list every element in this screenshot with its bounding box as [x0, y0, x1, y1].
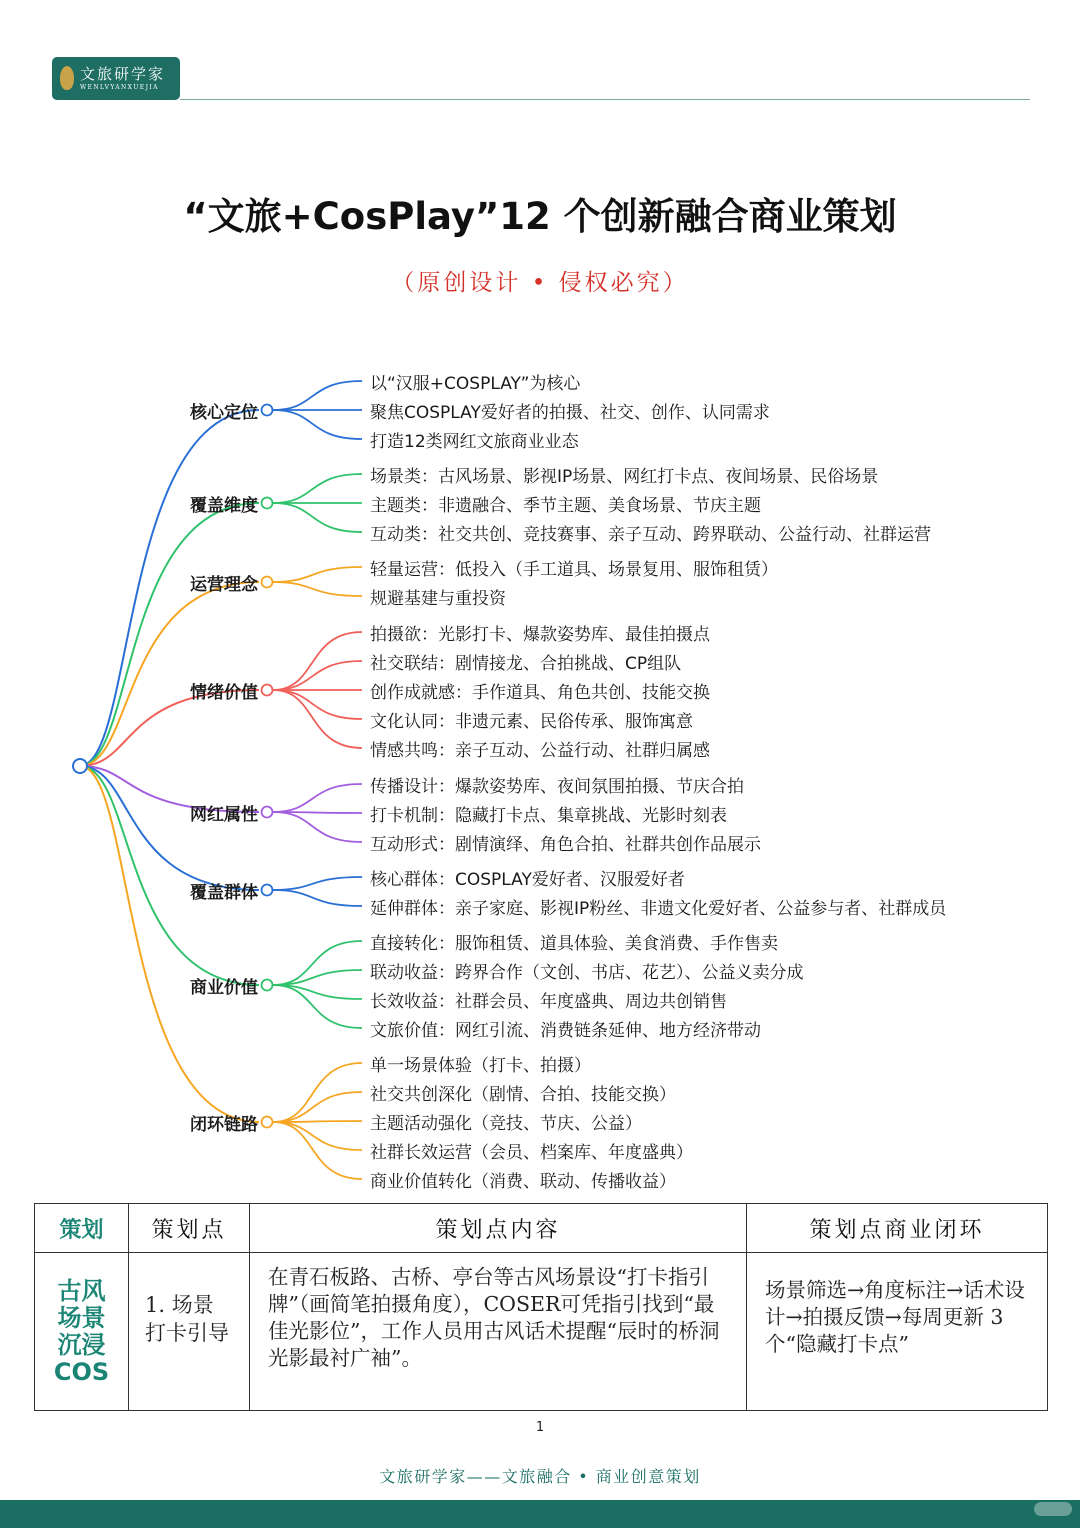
leaf-connector	[273, 582, 362, 596]
mindmap-leaf: 打造12类网红文旅商业业态	[370, 432, 579, 452]
mindmap-leaf: 创作成就感：手作道具、角色共创、技能交换	[370, 683, 710, 703]
page-subtitle: （原创设计 • 侵权必究）	[391, 270, 689, 296]
footer-bar	[0, 1500, 1080, 1528]
node-circle-icon	[262, 498, 273, 509]
leaf-connector	[273, 1122, 362, 1150]
mindmap-leaf: 传播设计：爆款姿势库、夜间氛围拍摄、节庆合拍	[370, 777, 744, 797]
root-node-icon	[73, 759, 87, 773]
content-cell: 在青石板路、古桥、亭台等古风场景设“打卡指引牌”（画简笔拍摄角度），COSER可凭指引找到“最佳光影位”，工作人员用古风话术提醒“辰时的桥洞光影最衬广袖”。	[250, 1253, 747, 1411]
scene-cell: 古风场景沉浸COS	[35, 1253, 129, 1411]
mindmap-leaf: 规避基建与重投资	[370, 589, 506, 609]
header-cell-loop: 策划点商业闭环	[747, 1204, 1048, 1253]
mindmap-leaf: 主题类：非遗融合、季节主题、美食场景、节庆主题	[370, 496, 761, 516]
plan-table	[34, 1203, 1048, 1411]
header-cell-content: 策划点内容	[250, 1204, 747, 1253]
leaf-connector	[273, 784, 362, 812]
leaf-connector	[273, 1092, 362, 1122]
mindmap-leaf: 社群长效运营（会员、档案库、年度盛典）	[370, 1143, 693, 1163]
leaf-connector	[273, 567, 362, 582]
mindmap-leaf: 情感共鸣：亲子互动、公益行动、社群归属感	[370, 741, 710, 761]
node-circle-icon	[262, 980, 273, 991]
loop-cell: 场景筛选→角度标注→话术设计→拍摄反馈→每周更新 3 个“隐藏打卡点”	[747, 1253, 1048, 1411]
mindmap-category: 情绪价值	[190, 683, 258, 703]
mindmap-leaf: 社交共创深化（剧情、合拍、技能交换）	[370, 1085, 676, 1105]
mindmap-leaf: 以“汉服+COSPLAY”为核心	[370, 374, 581, 394]
mindmap-leaf: 单一场景体验（打卡、拍摄）	[370, 1056, 591, 1076]
leaf-connector	[273, 941, 362, 985]
leaf-connector	[273, 985, 362, 1028]
mindmap-leaf: 延伸群体：亲子家庭、影视IP粉丝、非遗文化爱好者、公益参与者、社群成员	[370, 899, 947, 919]
mindmap-leaf: 主题活动强化（竞技、节庆、公益）	[370, 1114, 642, 1134]
mindmap-leaf: 商业价值转化（消费、联动、传播收益）	[370, 1172, 676, 1192]
leaf-connector	[273, 381, 362, 410]
mindmap-leaf: 核心群体：COSPLAY爱好者、汉服爱好者	[370, 870, 685, 890]
node-circle-icon	[262, 885, 273, 896]
logo-name-cn: 文旅研学家	[80, 65, 166, 83]
mindmap-leaf: 轻量运营：低投入（手工道具、场景复用、服饰租赁）	[370, 560, 778, 580]
mindmap-leaf: 直接转化：服饰租赁、道具体验、美食消费、手作售卖	[370, 934, 778, 954]
leaf-connector	[273, 1121, 362, 1122]
leaf-connector	[273, 1122, 362, 1179]
node-circle-icon	[262, 807, 273, 818]
mindmap-leaf: 场景类：古风场景、影视IP场景、网红打卡点、夜间场景、民俗场景	[370, 467, 879, 487]
mindmap-category: 商业价值	[190, 978, 258, 998]
mindmap-leaf: 文旅价值：网红引流、消费链条延伸、地方经济带动	[370, 1021, 761, 1041]
mindmap-leaf: 文化认同：非遗元素、民俗传承、服饰寓意	[370, 712, 693, 732]
leaf-connector	[273, 690, 362, 719]
mindmap-leaf: 长效收益：社群会员、年度盛典、周边共创销售	[370, 992, 727, 1012]
leaf-connector	[273, 410, 362, 439]
branch-connector	[80, 766, 259, 985]
leaf-connector	[273, 877, 362, 890]
leaf-connector	[273, 812, 362, 842]
node-circle-icon	[262, 685, 273, 696]
mindmap-category: 覆盖群体	[190, 883, 258, 903]
mindmap-category: 网红属性	[190, 805, 258, 825]
leaf-connector	[273, 474, 362, 503]
mindmap-category: 覆盖维度	[190, 496, 258, 516]
mindmap-leaf: 互动类：社交共创、竞技赛事、亲子互动、跨界联动、公益行动、社群运营	[370, 525, 931, 545]
mindmap-category: 闭环链路	[190, 1115, 258, 1135]
leaf-connector	[273, 890, 362, 906]
mindmap-leaf: 互动形式：剧情演绎、角色合拍、社群共创作品展示	[370, 835, 761, 855]
footer-text: 文旅研学家——文旅融合 • 商业创意策划	[379, 1467, 701, 1486]
node-circle-icon	[262, 1117, 273, 1128]
header-cell-plan: 策划	[35, 1204, 129, 1253]
page-title: “文旅+CosPlay”12 个创新融合商业策划	[183, 195, 897, 238]
mindmap-leaf: 社交联结：剧情接龙、合拍挑战、CP组队	[370, 654, 682, 674]
table-header-row	[35, 1204, 1048, 1253]
mindmap-category: 运营理念	[190, 575, 258, 595]
logo-name-en: WENLVYANXUEJIA	[80, 84, 159, 91]
header-cell-point: 策划点	[129, 1204, 250, 1253]
leaf-connector	[273, 661, 362, 690]
table-row	[35, 1253, 1048, 1411]
branch-connector	[80, 766, 259, 890]
point-cell: 1. 场景打卡引导	[129, 1253, 250, 1411]
mindmap-leaf: 聚焦COSPLAY爱好者的拍摄、社交、创作、认同需求	[370, 403, 770, 423]
node-circle-icon	[262, 577, 273, 588]
mindmap-category: 核心定位	[190, 403, 258, 423]
mindmap-leaf: 打卡机制：隐藏打卡点、集章挑战、光影时刻表	[370, 806, 727, 826]
leaf-connector	[273, 503, 362, 532]
page-number: 1	[535, 1420, 545, 1435]
mindmap-leaf: 联动收益：跨界合作（文创、书店、花艺）、公益义卖分成	[370, 963, 804, 983]
corner-badge	[1034, 1502, 1072, 1516]
mindmap-leaf: 拍摄欲：光影打卡、爆款姿势库、最佳拍摄点	[370, 625, 710, 645]
node-circle-icon	[262, 405, 273, 416]
